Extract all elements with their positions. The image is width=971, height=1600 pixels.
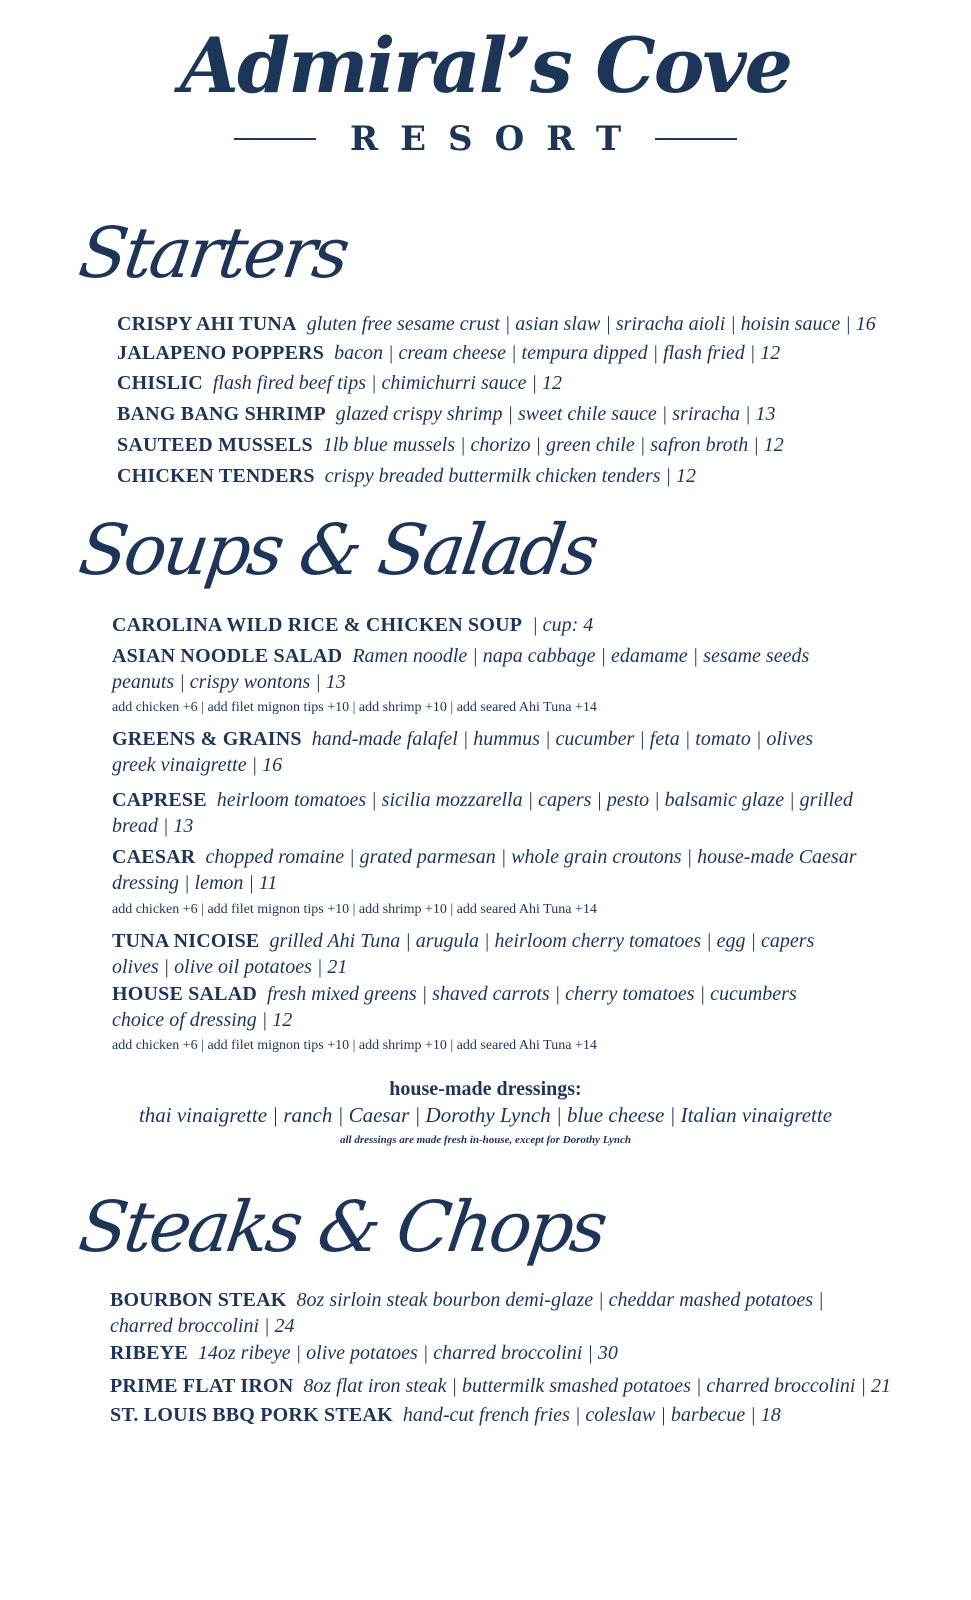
resort-label: RESORT (349, 119, 644, 159)
menu-item-tuna-nicoise (112, 928, 814, 980)
item-name: SAUTEED MUSSELS (117, 434, 313, 456)
menu-item-bourbon-steak (110, 1287, 824, 1339)
item-desc-continued: peanuts | crispy wontons | 13 (112, 671, 346, 693)
menu-item-crispy-ahi-tuna (117, 311, 876, 337)
item-name: RIBEYE (110, 1342, 188, 1364)
item-name: ST. LOUIS BBQ PORK STEAK (110, 1404, 393, 1426)
dressings-note: all dressings are made fresh in-house, except for Dorothy Lynch (339, 1134, 632, 1146)
dressings-heading: house-made dressings: (389, 1078, 582, 1100)
addon-options: add chicken +6 | add filet mignon tips +10 | add shrimp +10 | add seared Ahi Tuna +14 (112, 1038, 597, 1053)
item-desc: | cup: 4 (532, 614, 594, 636)
item-desc-continued: charred broccolini | 24 (110, 1315, 295, 1337)
item-name: CAROLINA WILD RICE & CHICKEN SOUP (112, 614, 523, 636)
item-name: CAPRESE (112, 789, 207, 811)
divider-line-right (655, 138, 737, 140)
item-name: CHISLIC (117, 372, 203, 394)
item-desc: 8oz sirloin steak bourbon demi-glaze | cheddar mashed potatoes | (296, 1289, 824, 1311)
menu-item-caprese (112, 787, 853, 839)
menu-item-jalapeno-poppers (117, 340, 780, 366)
item-desc: flash fired beef tips | chimichurri sauce | 12 (212, 372, 562, 394)
menu-item-asian-noodle-salad (112, 643, 809, 695)
item-desc: fresh mixed greens | shaved carrots | cherry tomatoes | cucumbers (267, 983, 797, 1005)
item-name: ASIAN NOODLE SALAD (112, 645, 343, 667)
item-desc-continued: olives | olive oil potatoes | 21 (112, 956, 348, 978)
dressings-list: thai vinaigrette | ranch | Caesar | Dorothy Lynch | blue cheese | Italian vinaigrette (138, 1103, 833, 1127)
menu-item-bang-bang-shrimp (117, 401, 776, 427)
item-name: PRIME FLAT IRON (110, 1375, 294, 1397)
item-desc-continued: greek vinaigrette | 16 (112, 754, 283, 776)
item-desc: bacon | cream cheese | tempura dipped | flash fried | 12 (334, 342, 781, 364)
menu-item-chislic (117, 370, 562, 396)
item-desc: Ramen noodle | napa cabbage | edamame | sesame seeds (352, 645, 810, 667)
menu-item-pork-steak (110, 1402, 781, 1428)
menu-item-wild-rice-soup (112, 612, 593, 638)
item-desc: hand-made falafel | hummus | cucumber | feta | tomato | olives (311, 728, 814, 750)
item-name: CHICKEN TENDERS (117, 465, 315, 487)
item-name: HOUSE SALAD (112, 983, 258, 1005)
menu-item-chicken-tenders (117, 463, 696, 489)
item-desc: 1lb blue mussels | chorizo | green chile | safron broth | 12 (322, 434, 784, 456)
item-desc-continued: dressing | lemon | 11 (112, 872, 278, 894)
menu-item-prime-flat-iron (110, 1373, 891, 1399)
item-name: GREENS & GRAINS (112, 728, 302, 750)
item-desc-continued: bread | 13 (112, 815, 194, 837)
item-desc: grilled Ahi Tuna | arugula | heirloom cherry tomatoes | egg | capers (269, 930, 815, 952)
soups-salads-title: Soups & Salads (74, 509, 602, 591)
item-desc: heirloom tomatoes | sicilia mozzarella | capers | pesto | balsamic glaze | grilled (216, 789, 853, 811)
addon-options: add chicken +6 | add filet mignon tips +10 | add shrimp +10 | add seared Ahi Tuna +14 (112, 902, 597, 917)
item-desc: crispy breaded buttermilk chicken tenders | 12 (324, 465, 697, 487)
item-name: BANG BANG SHRIMP (117, 403, 326, 425)
resort-row (0, 119, 971, 159)
header (0, 21, 971, 159)
starters-title: Starters (74, 212, 352, 294)
menu-item-sauteed-mussels (117, 432, 784, 458)
item-name: BOURBON STEAK (110, 1289, 287, 1311)
item-desc-continued: choice of dressing | 12 (112, 1009, 293, 1031)
menu-item-house-salad (112, 981, 797, 1033)
divider-line-left (234, 138, 316, 140)
addon-options: add chicken +6 | add filet mignon tips +10 | add shrimp +10 | add seared Ahi Tuna +14 (112, 700, 597, 715)
item-desc: glazed crispy shrimp | sweet chile sauce | sriracha | 13 (335, 403, 776, 425)
steaks-chops-title: Steaks & Chops (74, 1186, 610, 1268)
item-desc: hand-cut french fries | coleslaw | barbecue | 18 (402, 1404, 781, 1426)
item-desc: 8oz flat iron steak | buttermilk smashed potatoes | charred broccolini | 21 (303, 1375, 891, 1397)
brand-logo: Admiral’s Cove (180, 21, 791, 110)
menu-item-greens-grains (112, 726, 813, 778)
item-name: CAESAR (112, 846, 196, 868)
item-desc: chopped romaine | grated parmesan | whole grain croutons | house-made Caesar (205, 846, 857, 868)
item-name: CRISPY AHI TUNA (117, 313, 297, 335)
item-name: JALAPENO POPPERS (117, 342, 325, 364)
menu-item-ribeye (110, 1340, 618, 1366)
item-name: TUNA NICOISE (112, 930, 260, 952)
menu-item-caesar (112, 844, 857, 896)
item-desc: gluten free sesame crust | asian slaw | sriracha aioli | hoisin sauce | 16 (306, 313, 876, 335)
item-desc: 14oz ribeye | olive potatoes | charred broccolini | 30 (197, 1342, 618, 1364)
